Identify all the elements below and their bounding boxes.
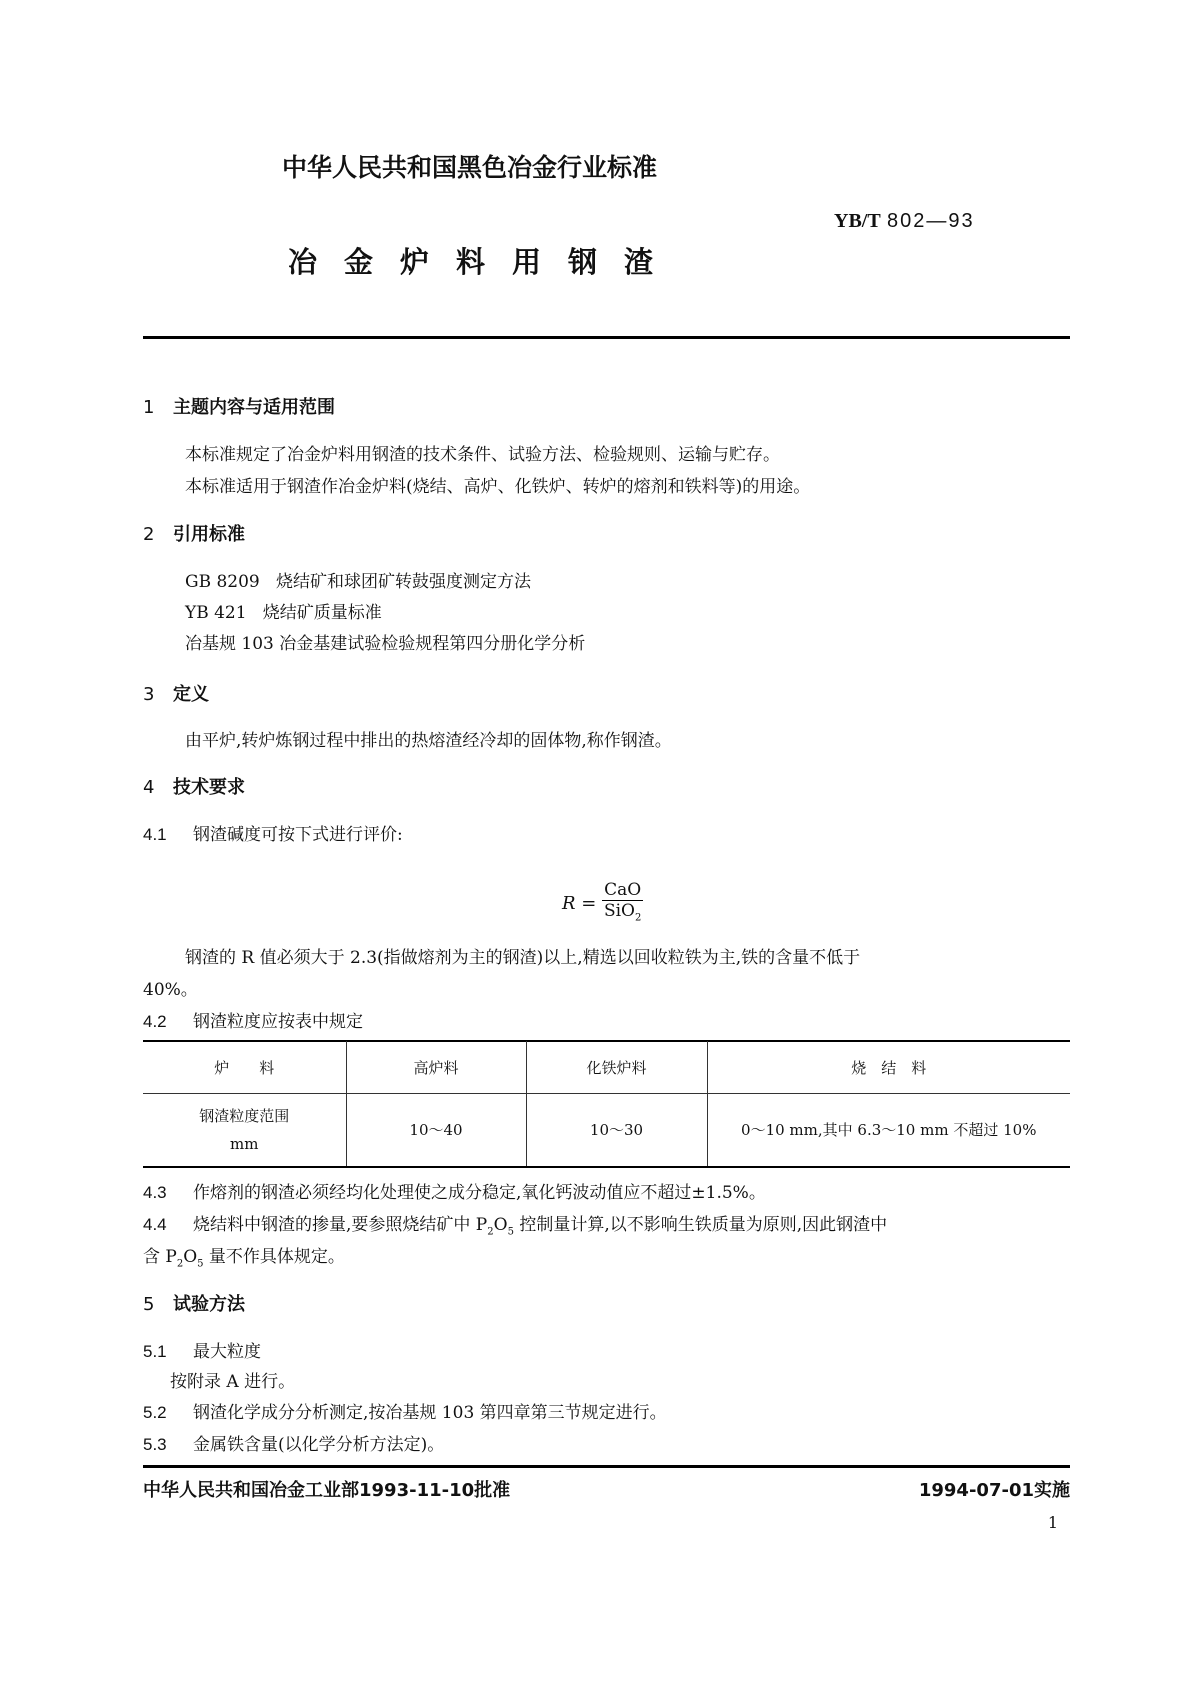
table-cell: 0～10 mm,其中 6.3～10 mm 不超过 10% <box>707 1094 1070 1167</box>
section-4-heading: 4 技术要求 <box>143 777 245 798</box>
table-header-cell: 高炉料 <box>346 1041 526 1094</box>
reference-item: GB 8209 烧结矿和球团矿转鼓强度测定方法 <box>185 572 531 592</box>
document-title: 冶金炉料用钢渣 <box>288 245 681 279</box>
table-cell: 10～40 <box>346 1094 526 1167</box>
standard-code-number: 802—93 <box>887 210 975 232</box>
section-2-heading: 2 引用标准 <box>143 524 245 545</box>
clause-4-1-paragraph-line-2: 40%。 <box>143 980 198 1000</box>
page-number: 1 <box>1047 1513 1058 1532</box>
section-1-paragraph-2: 本标准适用于钢渣作冶金炉料(烧结、高炉、化铁炉、转炉的熔剂和铁料等)的用途。 <box>185 477 811 497</box>
standard-code-prefix: YB/T <box>834 210 881 232</box>
reference-item: 冶基规 103 冶金基建试验检验规程第四分册化学分析 <box>185 634 586 654</box>
issuing-organization: 中华人民共和国黑色冶金行业标准 <box>282 153 658 182</box>
clause-4-1-paragraph-line-1: 钢渣的 R 值必须大于 2.3(指做熔剂为主的钢渣)以上,精选以回收粒铁为主,铁的含量不低于 <box>185 948 861 968</box>
table-row <box>143 1094 1070 1167</box>
clause-4-4-continued: 含 $P_2O_5$ 量不作具体规定。 <box>143 1247 345 1270</box>
table-header-cell: 烧 结 料 <box>707 1041 1070 1094</box>
table-header-cell: 化铁炉料 <box>526 1041 707 1094</box>
section-1-paragraph-1: 本标准规定了冶金炉料用钢渣的技术条件、试验方法、检验规则、运输与贮存。 <box>185 445 780 465</box>
clause-4-1: 4.1 钢渣碱度可按下式进行评价: <box>143 825 403 845</box>
particle-size-table <box>143 1041 1070 1166</box>
clause-5-2: 5.2 钢渣化学成分分析测定,按冶基规 103 第四章第三节规定进行。 <box>143 1403 667 1423</box>
footer-divider <box>143 1465 1070 1468</box>
reference-item: YB 421 烧结矿质量标准 <box>185 603 382 623</box>
clause-4-2: 4.2 钢渣粒度应按表中规定 <box>143 1012 363 1032</box>
approval-line: 中华人民共和国冶金工业部1993-11-10批准 <box>143 1480 511 1501</box>
section-3-heading: 3 定义 <box>143 684 209 705</box>
section-3-paragraph: 由平炉,转炉炼钢过程中排出的热熔渣经冷却的固体物,称作钢渣。 <box>185 731 672 751</box>
table-row-label: 钢渣粒度范围 mm <box>199 1107 290 1153</box>
clause-4-4: 4.4 烧结料中钢渣的掺量,要参照烧结矿中 $P_2O_5$ 控制量计算,以不影响生铁质量为原则,因此钢渣中 <box>143 1215 888 1238</box>
table-header-row <box>143 1041 1070 1094</box>
standard-code <box>834 208 975 233</box>
clause-5-1-detail: 按附录 A 进行。 <box>170 1372 296 1392</box>
clause-5-3: 5.3 金属铁含量(以化学分析方法定)。 <box>143 1435 445 1455</box>
clause-5-1: 5.1 最大粒度 <box>143 1342 261 1362</box>
header-divider <box>143 336 1070 339</box>
section-5-heading: 5 试验方法 <box>143 1294 245 1315</box>
section-1-heading: 1 主题内容与适用范围 <box>143 397 335 418</box>
formula-fraction: $\frac{\text{CaO}}{SiO_2}$ <box>603 880 642 924</box>
implementation-date: 1994-07-01实施 <box>918 1480 1070 1501</box>
table-cell: 10～30 <box>526 1094 707 1167</box>
basicity-formula: R = $\frac{\text{CaO}}{SiO_2}$ <box>562 880 643 928</box>
table-bottom-rule <box>143 1166 1070 1168</box>
table-header-cell: 炉 料 <box>143 1041 346 1094</box>
clause-4-3: 4.3 作熔剂的钢渣必须经均化处理使之成分稳定,氧化钙波动值应不超过±1.5%。 <box>143 1183 766 1203</box>
